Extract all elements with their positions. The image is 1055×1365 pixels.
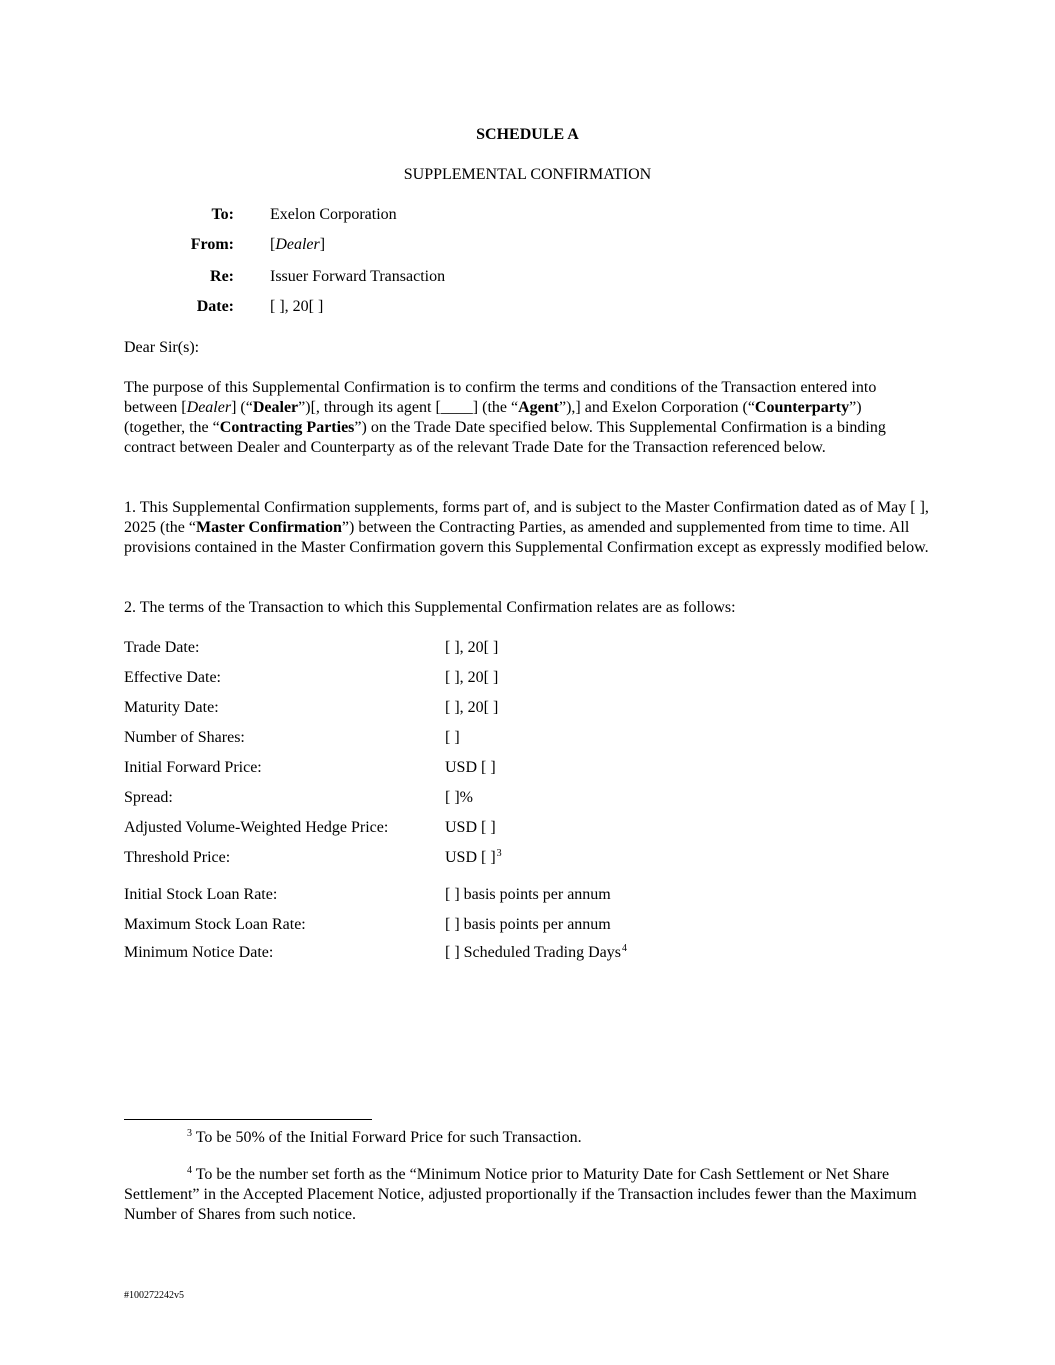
term-label: Trade Date: (124, 639, 200, 656)
term-label: Spread: (124, 789, 173, 806)
footnote-ref-3: 3 (496, 848, 502, 859)
schedule-heading: SCHEDULE A (476, 126, 579, 143)
header-from-label: From: (190, 236, 234, 253)
header-date-value: [ ], 20[ ] (270, 298, 324, 315)
term-value: [ ]% (445, 789, 473, 806)
term-value: [ ] basis points per annum (445, 886, 611, 903)
header-re-value: Issuer Forward Transaction (270, 268, 446, 285)
intro-paragraph: The purpose of this Supplemental Confirmation is to confirm the terms and conditions of the Transaction entered into between [Dealer] (“Dealer”)[, through its agent [____] (the “Agent”),] and Exelon Corporation (“Counterparty”) (together, the “Contracting Parties”) on the Trade Date specified below. This Supplemental Confirmation is a binding contract between Dealer and Counterparty as of the relevant Trade Date for the Transaction referenced below. (124, 379, 886, 456)
header-date-label: Date: (196, 298, 234, 315)
term-value: [ ] basis points per annum (445, 916, 611, 933)
term-label: Maturity Date: (124, 699, 219, 716)
salutation: Dear Sir(s): (124, 339, 200, 356)
term-label: Adjusted Volume-Weighted Hedge Price: (124, 819, 389, 836)
term-label: Maximum Stock Loan Rate: (124, 916, 306, 933)
term-value: USD [ ] (445, 819, 496, 836)
footnote-ref-4: 4 (621, 943, 627, 954)
section-2-paragraph: 2. The terms of the Transaction to which this Supplemental Confirmation relates are as follows: (124, 599, 736, 616)
term-value: USD [ ]$^3$ (445, 848, 502, 866)
section-1-paragraph: 1. This Supplemental Confirmation supplements, forms part of, and is subject to the Master Confirmation dated as of May [ ], 2025 (the “Master Confirmation”) between the Contracting Parties, as amended and supplemented from time to time. All provisions contained in the Master Confirmation govern this Supplemental Confirmation except as expressly modified below. (124, 499, 929, 556)
term-label: Initial Stock Loan Rate: (124, 886, 278, 903)
term-value: [ ] Scheduled Trading Days$^4$ (445, 943, 627, 961)
term-value: [ ], 20[ ] (445, 669, 499, 686)
header-re-label: Re: (210, 268, 234, 285)
term-value: [ ] (445, 729, 460, 746)
footnote-3: $^3$ To be 50% of the Initial Forward Price for such Transaction. (187, 1128, 582, 1146)
document-id: #100272242v5 (124, 1290, 184, 1301)
header-to-value: Exelon Corporation (270, 206, 397, 223)
term-label: Number of Shares: (124, 729, 245, 746)
term-value: USD [ ] (445, 759, 496, 776)
term-label: Minimum Notice Date: (124, 944, 274, 961)
term-value: [ ], 20[ ] (445, 639, 499, 656)
confirmation-title: SUPPLEMENTAL CONFIRMATION (403, 166, 652, 183)
term-label: Initial Forward Price: (124, 759, 262, 776)
header-to-label: To: (211, 206, 234, 223)
footnote-divider (124, 1119, 372, 1120)
footnote-4: $^4$ To be the number set forth as the “Minimum Notice prior to Maturity Date for Cash Settlement or Net Share Settlement” in the Accepted Placement Notice, adjusted proportionally if the Transaction includes fewer than the Maximum Number of Shares from such notice. (124, 1165, 917, 1223)
term-label: Effective Date: (124, 669, 221, 686)
term-label: Threshold Price: (124, 849, 231, 866)
header-from-value: [Dealer] (270, 236, 326, 253)
term-value: [ ], 20[ ] (445, 699, 499, 716)
